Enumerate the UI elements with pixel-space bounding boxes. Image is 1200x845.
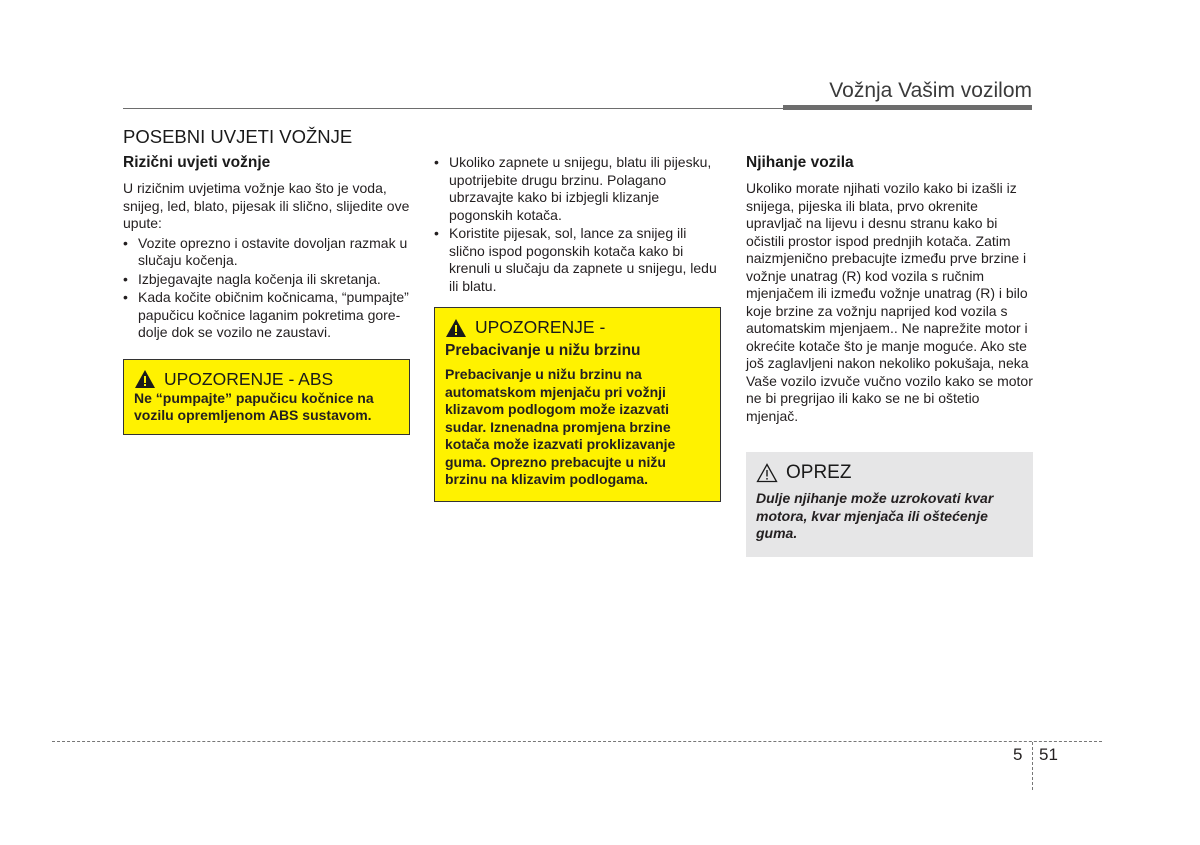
list-item-text: Koristite pijesak, sol, lance za snijeg ili slično ispod pogonskih kotača kako bi krenuli u slučaju da zapnete u snijegu, ledu ili blatu. [449, 225, 717, 294]
header-rule-accent [783, 105, 1032, 110]
warning-title: UPOZORENJE - ABS [164, 368, 334, 389]
subheading-risky-conditions: Rizični uvjeti vožnje [123, 154, 271, 171]
page-number: 51 [1039, 745, 1058, 764]
caution-text: Dulje njihanje može uzrokovati kvar motora, kvar mjenjača ili oštećenje guma. [756, 490, 994, 541]
warning-text: Ne “pumpajte” papučicu kočnice na vozilu opremljenom ABS sustavom. [134, 389, 374, 423]
bullet-icon: • [123, 234, 128, 251]
warning-box-abs [123, 359, 410, 435]
warning-header [445, 317, 711, 338]
bullet-list [434, 154, 722, 295]
rocking-paragraph: Ukoliko morate njihati vozilo kako bi izašli iz snijega, pijeska ili blata, prvo okrenite upravljač na lijevu i desnu stranu kako bi očistili prostor ispod prednjih kotača. Zatim naizmjenično prebacujte između prve brzine i vožnje unatrag (R) kod vozila s ručnim mjenjačem ili između vožnje unatrag (R) i bilo koje brzine za vožnju naprijed kod vozila s automatskim mjenjaem.. Ne naprežite motor i okrećite kotače što je manje moguće. Ako ste još zaglavljeni nakon nekoliko pokušaja, neka Vaše vozilo izvuče vučno vozilo kako se motor ne bi pregrijao ili kako se ne bi oštetio mjenjač. [746, 180, 1033, 424]
list-item-text: Izbjegavajte nagla kočenja ili skretanja. [138, 270, 381, 287]
intro-paragraph: U rizičnim uvjetima vožnje kao što je voda, snijeg, led, blato, pijesak ili slično, slijedite ove upute: [123, 180, 410, 231]
chapter-number: 5 [1013, 745, 1023, 764]
list-item [123, 289, 411, 342]
list-item [434, 154, 722, 224]
column-right [746, 154, 1034, 557]
list-item [434, 225, 722, 295]
list-item-text: Vozite oprezno i ostavite dovoljan razmak u slučaju kočenja. [138, 234, 408, 268]
footer-rule [52, 741, 1102, 742]
bullet-list [123, 235, 411, 342]
caution-box [746, 452, 1033, 557]
caution-header [756, 462, 1023, 484]
bullet-icon: • [434, 154, 439, 170]
section-title: POSEBNI UVJETI VOŽNJE [123, 126, 353, 147]
header-rule [123, 108, 783, 109]
page-header-title: Vožnja Vašim vozilom [829, 79, 1032, 102]
footer-divider [1032, 742, 1033, 790]
list-item [123, 271, 411, 289]
subheading-rocking-vehicle: Njihanje vozila [746, 154, 854, 171]
warning-box-downshift [434, 307, 721, 502]
list-item-text: Kada kočite običnim kočnicama, “pumpajte” papučicu kočnice laganim pokretima gore-dolje dok se vozilo ne zaustavi. [138, 289, 409, 340]
warning-triangle-icon [134, 369, 156, 389]
warning-title: UPOZORENJE - [475, 317, 606, 337]
list-item-text: Ukoliko zapnete u snijegu, blatu ili pijesku, upotrijebite drugu brzinu. Polagano ubrzavajte kako bi izbjegli klizanje pogonskih kotača. [449, 154, 712, 223]
warning-subtitle: Prebacivanje u nižu brzinu [445, 342, 641, 359]
bullet-icon: • [123, 270, 128, 287]
warning-triangle-icon [445, 318, 467, 338]
warning-text: Prebacivanje u nižu brzinu na automatskom mjenjaču pri vožnji klizavom podlogom može izazvati sudar. Iznenadna promjena brzine kotača može izazvati proklizavanje guma. Oprezno prebacujte u nižu brzinu na klizavim podlogama. [445, 366, 676, 487]
warning-header [134, 369, 400, 390]
caution-triangle-icon [756, 463, 778, 483]
bullet-icon: • [123, 289, 128, 305]
column-left [123, 154, 411, 435]
list-item [123, 235, 411, 270]
caution-title: OPREZ [786, 462, 852, 483]
bullet-icon: • [434, 225, 439, 241]
column-middle [434, 154, 722, 502]
